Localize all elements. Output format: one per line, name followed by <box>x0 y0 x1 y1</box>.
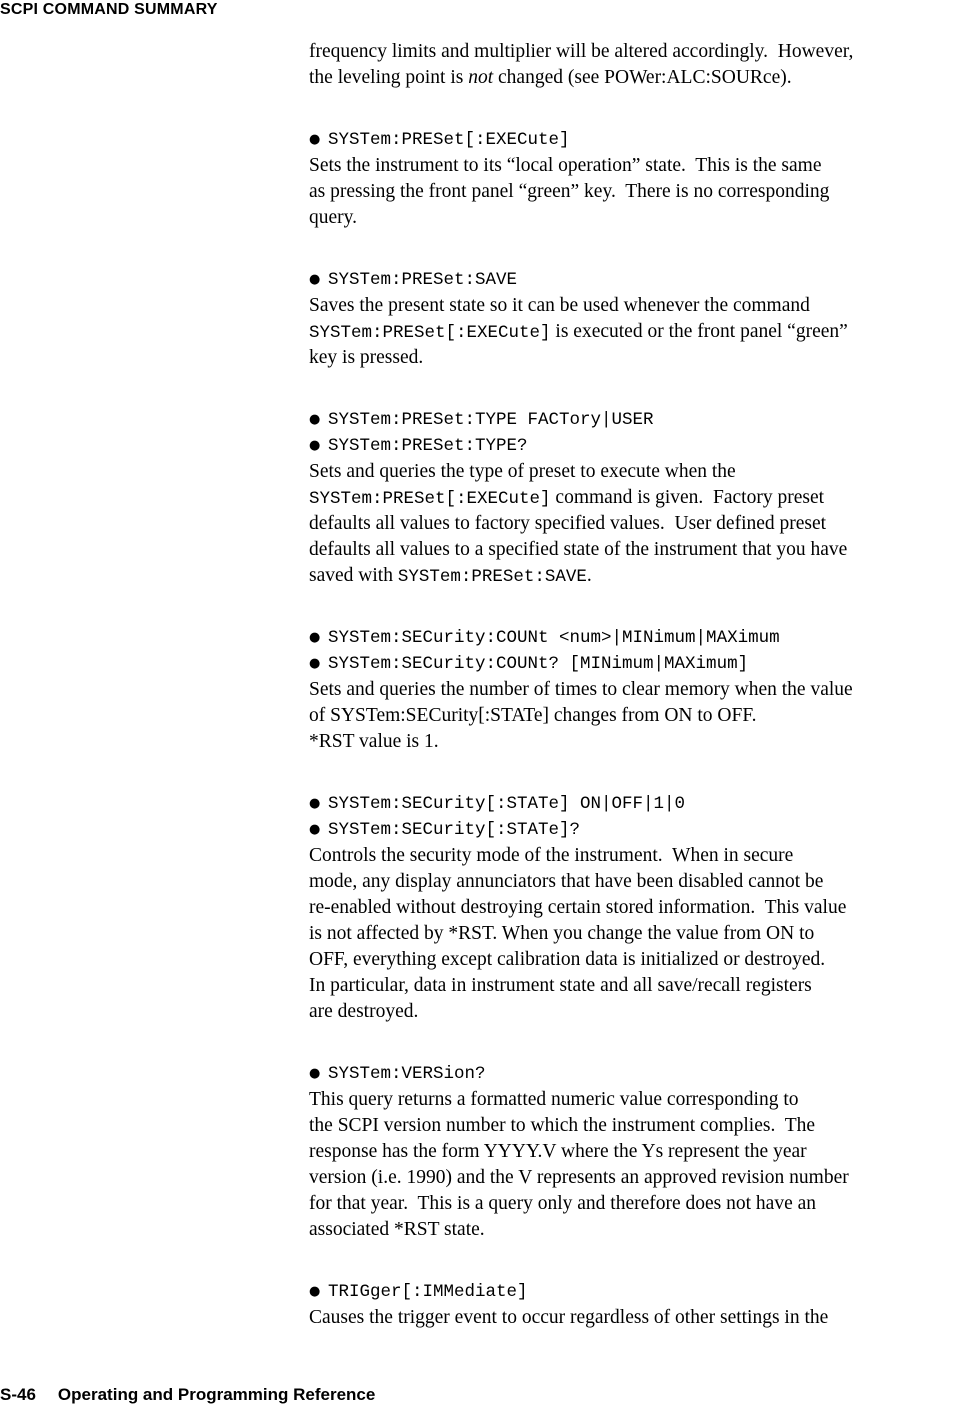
description-line: This query returns a formatted numeric value corresponding to <box>309 1089 799 1110</box>
bullet-icon: ● <box>309 1066 321 1081</box>
command-line: ● SYSTem:SECurity:COUNt? [MINimum|MAXimum] <box>309 651 977 677</box>
inline-code: SYSTem:PRESet[:EXECute] <box>309 489 551 509</box>
running-footer <box>0 1384 375 1406</box>
description-line: as pressing the front panel “green” key. There is no corresponding <box>309 181 830 202</box>
description-line: Saves the present state so it can be used whenever the command <box>309 295 810 316</box>
bullet-icon: ● <box>309 656 321 671</box>
description-line: Causes the trigger event to occur regardless of other settings in the <box>309 1307 829 1328</box>
emphasis-not: not <box>468 67 494 88</box>
description-line: response has the form YYYY.V where the Ys represent the year <box>309 1141 807 1162</box>
description-line: Controls the security mode of the instrument. When in secure <box>309 845 794 866</box>
description-line: version (i.e. 1990) and the V represents an approved revision number <box>309 1167 849 1188</box>
command-line: ● TRIGger[:IMMediate] <box>309 1279 977 1305</box>
description-line: query. <box>309 207 358 228</box>
bullet-icon: ● <box>309 1284 321 1299</box>
command-line: ● SYSTem:SECurity:COUNt <num>|MINimum|MAXimum <box>309 625 977 651</box>
command-line: ● SYSTem:PRESet:SAVE <box>309 267 977 293</box>
intro-line-1: frequency limits and multiplier will be altered accordingly. However, <box>309 41 854 62</box>
description-line: OFF, everything except calibration data is initialized or destroyed. <box>309 949 826 970</box>
command-line: ● SYSTem:SECurity[:STATe]? <box>309 817 977 843</box>
command-line: ● SYSTem:PRESet:TYPE FACTory|USER <box>309 407 977 433</box>
description-line: saved with SYSTem:PRESet:SAVE. <box>309 565 592 587</box>
running-header: SCPI COMMAND SUMMARY <box>0 1 218 18</box>
bullet-icon: ● <box>309 822 321 837</box>
section-version <box>309 1061 977 1243</box>
description-line: for that year. This is a query only and therefore does not have an <box>309 1193 817 1214</box>
section-security-state <box>309 791 977 1025</box>
inline-code: SYSTem:PRESet:SAVE <box>397 567 587 587</box>
page-content <box>309 39 977 1331</box>
description-line: the SCPI version number to which the instrument complies. The <box>309 1115 816 1136</box>
command-line: ● SYSTem:SECurity[:STATe] ON|OFF|1|0 <box>309 791 977 817</box>
bullet-icon: ● <box>309 438 321 453</box>
page-number: S-46 <box>0 1385 36 1404</box>
command-line: ● SYSTem:PRESet:TYPE? <box>309 433 977 459</box>
description-line: associated *RST state. <box>309 1219 485 1240</box>
description-line: is not affected by *RST. When you change the value from ON to <box>309 923 815 944</box>
intro-line-2: the leveling point is not changed (see POWer:ALC:SOURce). <box>309 67 792 88</box>
description-line: defaults all values to factory specified values. User defined preset <box>309 513 827 534</box>
description-line: Sets and queries the type of preset to execute when the <box>309 461 736 482</box>
description-line: SYSTem:PRESet[:EXECute] is executed or the front panel “green” <box>309 321 848 343</box>
description-line: of SYSTem:SECurity[:STATe] changes from ON to OFF. <box>309 705 757 726</box>
description-line: defaults all values to a specified state of the instrument that you have <box>309 539 848 560</box>
section-preset-type <box>309 407 977 589</box>
description-line: *RST value is 1. <box>309 731 439 752</box>
description-line: SYSTem:PRESet[:EXECute] command is given. Factory preset <box>309 487 825 509</box>
command-line: ● SYSTem:VERSion? <box>309 1061 977 1087</box>
bullet-icon: ● <box>309 796 321 811</box>
bullet-icon: ● <box>309 272 321 287</box>
section-security-count <box>309 625 977 755</box>
bullet-icon: ● <box>309 630 321 645</box>
description-line: mode, any display annunciators that have been disabled cannot be <box>309 871 824 892</box>
bullet-icon: ● <box>309 412 321 427</box>
command-line: ● SYSTem:PRESet[:EXECute] <box>309 127 977 153</box>
description-line: are destroyed. <box>309 1001 419 1022</box>
footer-title: Operating and Programming Reference <box>57 1385 376 1404</box>
description-line: Sets the instrument to its “local operation” state. This is the same <box>309 155 822 176</box>
section-preset-execute <box>309 127 977 231</box>
description-line: re-enabled without destroying certain stored information. This value <box>309 897 847 918</box>
description-line: In particular, data in instrument state and all save/recall registers <box>309 975 812 996</box>
description-line: Sets and queries the number of times to clear memory when the value <box>309 679 853 700</box>
description-line: key is pressed. <box>309 347 424 368</box>
intro-paragraph <box>309 39 977 91</box>
inline-code: SYSTem:PRESet[:EXECute] <box>309 323 551 343</box>
bullet-icon: ● <box>309 132 321 147</box>
section-trigger <box>309 1279 977 1331</box>
section-preset-save <box>309 267 977 371</box>
